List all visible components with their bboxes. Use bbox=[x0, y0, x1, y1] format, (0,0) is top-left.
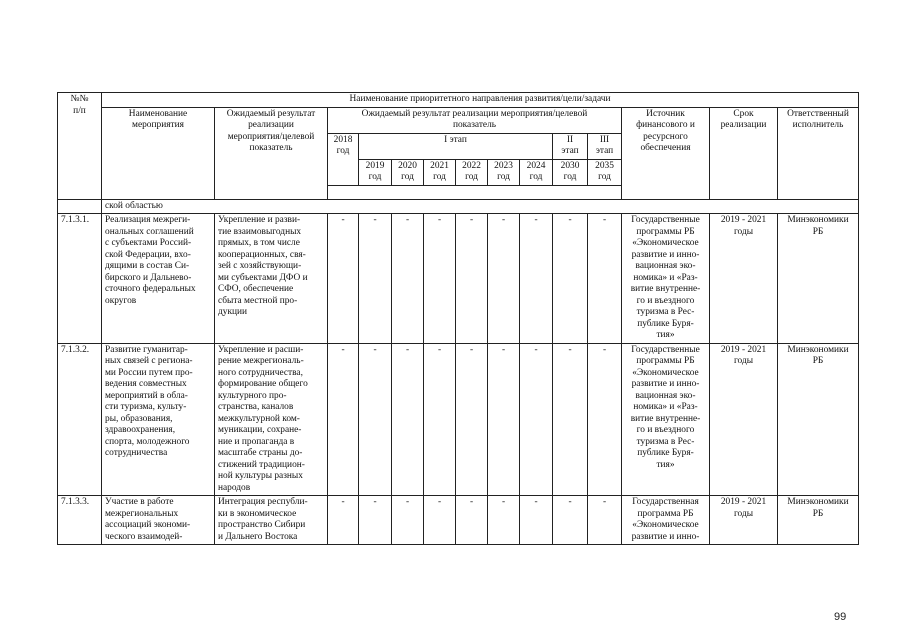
row-value: - bbox=[328, 496, 359, 545]
header-year: 2021 год bbox=[424, 159, 456, 185]
row-value: - bbox=[424, 496, 456, 545]
row-num: 7.1.3.3. bbox=[58, 496, 102, 545]
row-num: 7.1.3.1. bbox=[58, 214, 102, 344]
row-value: - bbox=[359, 496, 392, 545]
header-event-name: Наименование мероприятия bbox=[102, 107, 215, 199]
row-expected-result: Укрепление и разви- тие взаимовыгодных прямых, в том числе кооперационных, свя- зей с хозяйствующи- ми субъектами ДФО и СФО, обеспечение сбыта местной про- дукции bbox=[215, 214, 328, 344]
row-responsible: Минэкономики РБ bbox=[778, 496, 859, 545]
plan-table bbox=[57, 92, 859, 545]
header-year: 2030 год bbox=[553, 159, 588, 185]
row-value: - bbox=[328, 343, 359, 496]
header-stage-2: II этап bbox=[553, 133, 588, 159]
row-value: - bbox=[392, 343, 424, 496]
header-stage-1: I этап bbox=[359, 133, 553, 159]
row-value: - bbox=[424, 214, 456, 344]
row-expected-result: Интеграция республи- ки в экономическое пространство Сибири и Дальнего Востока bbox=[215, 496, 328, 545]
header-term: Срок реализации bbox=[710, 107, 778, 199]
header-responsible: Ответственный исполнитель bbox=[778, 107, 859, 199]
continuation-num-cell bbox=[58, 199, 102, 214]
header-stage-3: III этап bbox=[588, 133, 622, 159]
row-value: - bbox=[392, 214, 424, 344]
row-value: - bbox=[488, 343, 520, 496]
page-number: 99 bbox=[834, 611, 847, 623]
header-year: 2035 год bbox=[588, 159, 622, 185]
row-value: - bbox=[456, 214, 488, 344]
table-row bbox=[58, 343, 859, 496]
header-num: №№ п/п bbox=[58, 93, 102, 200]
row-source: Государственные программы РБ «Экономическое развитие и инно- вационная эко- номика» и «Раз- витие внутренне- го и въездного туризма в Рес- публике Буря- тия» bbox=[622, 343, 710, 496]
row-value: - bbox=[424, 343, 456, 496]
header-year: 2024 год bbox=[520, 159, 553, 185]
row-source: Государственные программы РБ «Экономическое развитие и инно- вационная эко- номика» и «Раз- витие внутренне- го и въездного туризма в Рес- публике Буря- тия» bbox=[622, 214, 710, 344]
header-year: 2019 год bbox=[359, 159, 392, 185]
header-spacer bbox=[328, 185, 622, 199]
row-value: - bbox=[488, 496, 520, 545]
row-value: - bbox=[392, 496, 424, 545]
header-year: 2020 год bbox=[392, 159, 424, 185]
row-value: - bbox=[553, 214, 588, 344]
header-year: 2023 год bbox=[488, 159, 520, 185]
row-value: - bbox=[328, 214, 359, 344]
row-value: - bbox=[488, 214, 520, 344]
row-value: - bbox=[359, 343, 392, 496]
row-expected-result: Укрепление и расши- рение межрегиональ- ного сотрудничества, формирование общего культурного про- странства, каналов межкультурной ком- муникации, сохране- ние и пропаганда в масштабе страны до- стижений традицион- ной культуры разных народов bbox=[215, 343, 328, 496]
row-responsible: Минэкономики РБ bbox=[778, 214, 859, 344]
row-num: 7.1.3.2. bbox=[58, 343, 102, 496]
table-row bbox=[58, 214, 859, 344]
row-source: Государственная программа РБ «Экономическое развитие и инно- bbox=[622, 496, 710, 545]
table-row bbox=[58, 496, 859, 545]
header-expected-result: Ожидаемый результат реализации мероприятия/целевой показатель bbox=[215, 107, 328, 199]
header-direction: Наименование приоритетного направления развития/цели/задачи bbox=[102, 93, 859, 108]
row-event-name: Участие в работе межрегиональных ассоциаций экономи- ческого взаимодей- bbox=[102, 496, 215, 545]
row-responsible: Минэкономики РБ bbox=[778, 343, 859, 496]
row-term: 2019 - 2021 годы bbox=[710, 214, 778, 344]
row-event-name: Реализация межреги- ональных соглашений с субъектами Россий- ской Федерации, вхо- дящими в состав Си- бирского и Дальнево- сточного федеральных округов bbox=[102, 214, 215, 344]
row-term: 2019 - 2021 годы bbox=[710, 343, 778, 496]
row-value: - bbox=[456, 496, 488, 545]
continuation-text: ской областью bbox=[102, 199, 859, 214]
header-year: 2022 год bbox=[456, 159, 488, 185]
row-term: 2019 - 2021 годы bbox=[710, 496, 778, 545]
row-value: - bbox=[456, 343, 488, 496]
row-value: - bbox=[359, 214, 392, 344]
row-value: - bbox=[553, 496, 588, 545]
row-value: - bbox=[588, 343, 622, 496]
header-expected-by-year: Ожидаемый результат реализации мероприятия/целевой показатель bbox=[328, 107, 622, 133]
row-value: - bbox=[553, 343, 588, 496]
header-source: Источник финансового и ресурсного обеспечения bbox=[622, 107, 710, 199]
row-value: - bbox=[520, 214, 553, 344]
row-value: - bbox=[588, 496, 622, 545]
row-event-name: Развитие гуманитар- ных связей с регионa- ми России путем про- ведения совместных мероприятий в обла- сти туризма, культу- ры, образования, здравоохранения, спорта, молодежного сотрудничества bbox=[102, 343, 215, 496]
row-value: - bbox=[520, 343, 553, 496]
row-value: - bbox=[588, 214, 622, 344]
header-year-2018: 2018 год bbox=[328, 133, 359, 185]
row-value: - bbox=[520, 496, 553, 545]
